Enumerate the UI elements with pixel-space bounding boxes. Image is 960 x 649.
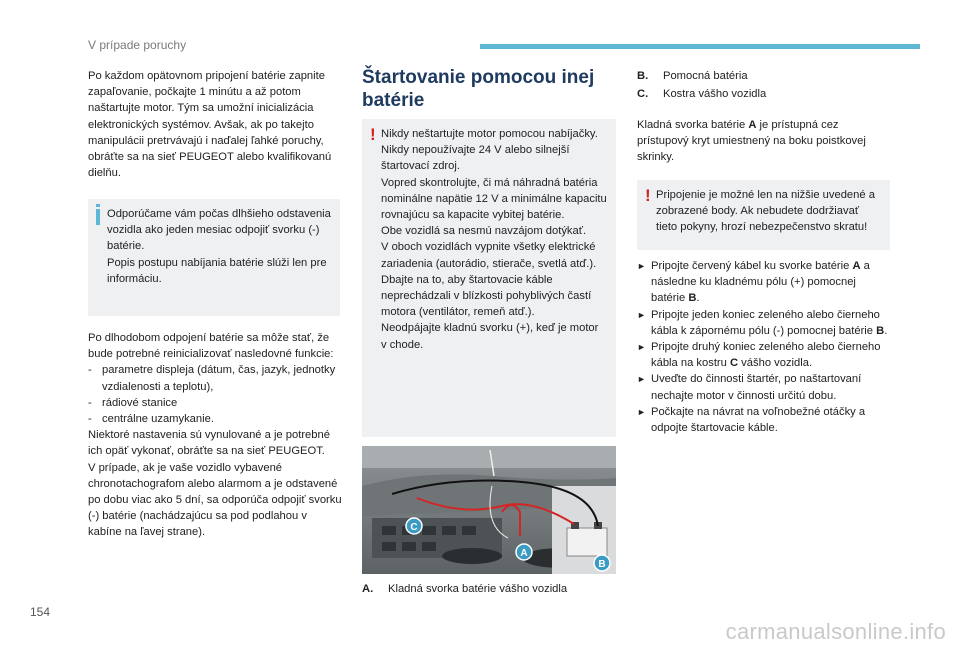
reset-note: Niektoré nastavenia sú vynulované a je potrebné ich opäť vykonať, obráťte sa na sieť PEUGEOT.	[88, 429, 330, 458]
step-item: ► Pripojte jeden koniec zeleného alebo čierneho kábla k zápornému pólu (-) pomocnej batérie B.	[637, 308, 888, 337]
warning-box	[362, 119, 616, 437]
triangle-bullet-icon: ►	[637, 406, 646, 417]
warning-icon: !	[370, 125, 376, 144]
step-item: ► Uveďte do činnosti štartér, po naštartovaní nechajte motor v činnosti určitú dobu.	[637, 373, 862, 402]
steps-list	[637, 258, 890, 436]
step-item: ► Pripojte druhý koniec zeleného alebo čierneho kábla na kostru C vášho vozidla.	[637, 341, 881, 370]
legend-item-b: B. Pomocná batéria	[637, 70, 748, 82]
label-c: C	[410, 522, 418, 533]
triangle-bullet-icon: ►	[637, 374, 646, 385]
legend-item-c: C. Kostra vášho vozidla	[637, 88, 767, 101]
tachograph-note: V prípade, ak je vaše vozidlo vybavené chronotachografom alebo alarmom a je odstavené po dobu viac ako 5 dní, sa odporúča odpojiť svorku (-) batérie (nachádzajúcu sa pod podlahou v kabíne na ľavej strane).	[88, 461, 342, 539]
section-header: V prípade poruchy	[88, 38, 187, 52]
label-a: A	[520, 548, 528, 559]
info-icon	[96, 209, 100, 225]
header-accent-bar	[480, 44, 920, 49]
terminal-access-paragraph: Kladná svorka batérie A je prístupná cez prístupový kryt umiestnený na boku poistkovej skrinky.	[637, 119, 866, 164]
list-item: - centrálne uzamykanie.	[88, 413, 214, 426]
step-item: ► Počkajte na návrat na voľnobežné otáčky a odpojte štartovacie káble.	[637, 405, 866, 435]
triangle-bullet-icon: ►	[637, 261, 646, 271]
reinit-section	[88, 330, 343, 541]
list-item: - parametre displeja (dátum, čas, jazyk, jednotky vzdialenosti a teplotu),	[88, 364, 336, 393]
page-number: 154	[30, 605, 51, 619]
triangle-bullet-icon: ►	[637, 342, 646, 353]
info-box	[88, 199, 340, 316]
engine-bay-photo	[362, 446, 616, 574]
step-item: ► Pripojte červený kábel ku svorke batérie A a následne ku kladnému pólu (+) pomocnej batérie B.	[637, 260, 870, 305]
short-circuit-warning: ! Pripojenie je možné len na nižšie uvedené a zobrazené body. Ak nebudete dodržiavať tieto pokyny, hrozí nebezpečenstvo skratu!	[637, 180, 890, 250]
label-b: B	[598, 559, 606, 570]
reinit-intro: Po dlhodobom odpojení batérie sa môže stať, že bude potrebné reinicializovať nasledovné funkcie:	[88, 332, 334, 361]
warning-text: Nikdy neštartujte motor pomocou nabíjačky. Nikdy nepoužívajte 24 V alebo silnejší štartovací zdroj. Vopred skontrolujte, či má náhradná batéria nominálne napätie 12 V a minimálne kapacitu rovnajúcu sa kapacite vybitej batérie. Obe vozidlá sa nesmú navzájom dotýkať. V oboch vozidlách vypnite všetky elektrické zariadenia (autorádio, stierače, svetlá atď.). Dbajte na to, aby štartovacie káble neprechádzali v blízkosti pohyblivých častí motora (ventilátor, remeň atď.). Neodpájajte kladnú svorku (+), keď je motor v chode.	[381, 128, 607, 351]
engine-illustration	[362, 446, 616, 574]
watermark[interactable]: carmanualsonline.info	[725, 619, 946, 644]
page-title: Štartovanie pomocou inej batérie	[362, 67, 595, 111]
info-text: Odporúčame vám počas dlhšieho odstavenia vozidla ako jeden mesiac odpojiť svorku (-) batérie. Popis postupu nabíjania batérie slúži len pre informáciu.	[107, 208, 331, 285]
photo-caption: A. Kladná svorka batérie vášho vozidla	[362, 583, 568, 595]
triangle-bullet-icon: ►	[637, 309, 646, 320]
legend	[637, 68, 890, 102]
warning-icon: !	[645, 186, 651, 205]
list-item: - rádiové stanice	[88, 396, 178, 409]
paragraph-reconnect: Po každom opätovnom pripojení batérie zapnite zapaľovanie, počkajte 1 minútu a až potom naštartujte motor. Tým sa umožní inicializácia elektronických systémov. Avšak, ak po takejto manipulácii pretrvávajú i naďalej ľahké poruchy, obráťte sa na sieť PEUGEOT alebo kvalifikovanú dielňu.	[88, 70, 332, 180]
